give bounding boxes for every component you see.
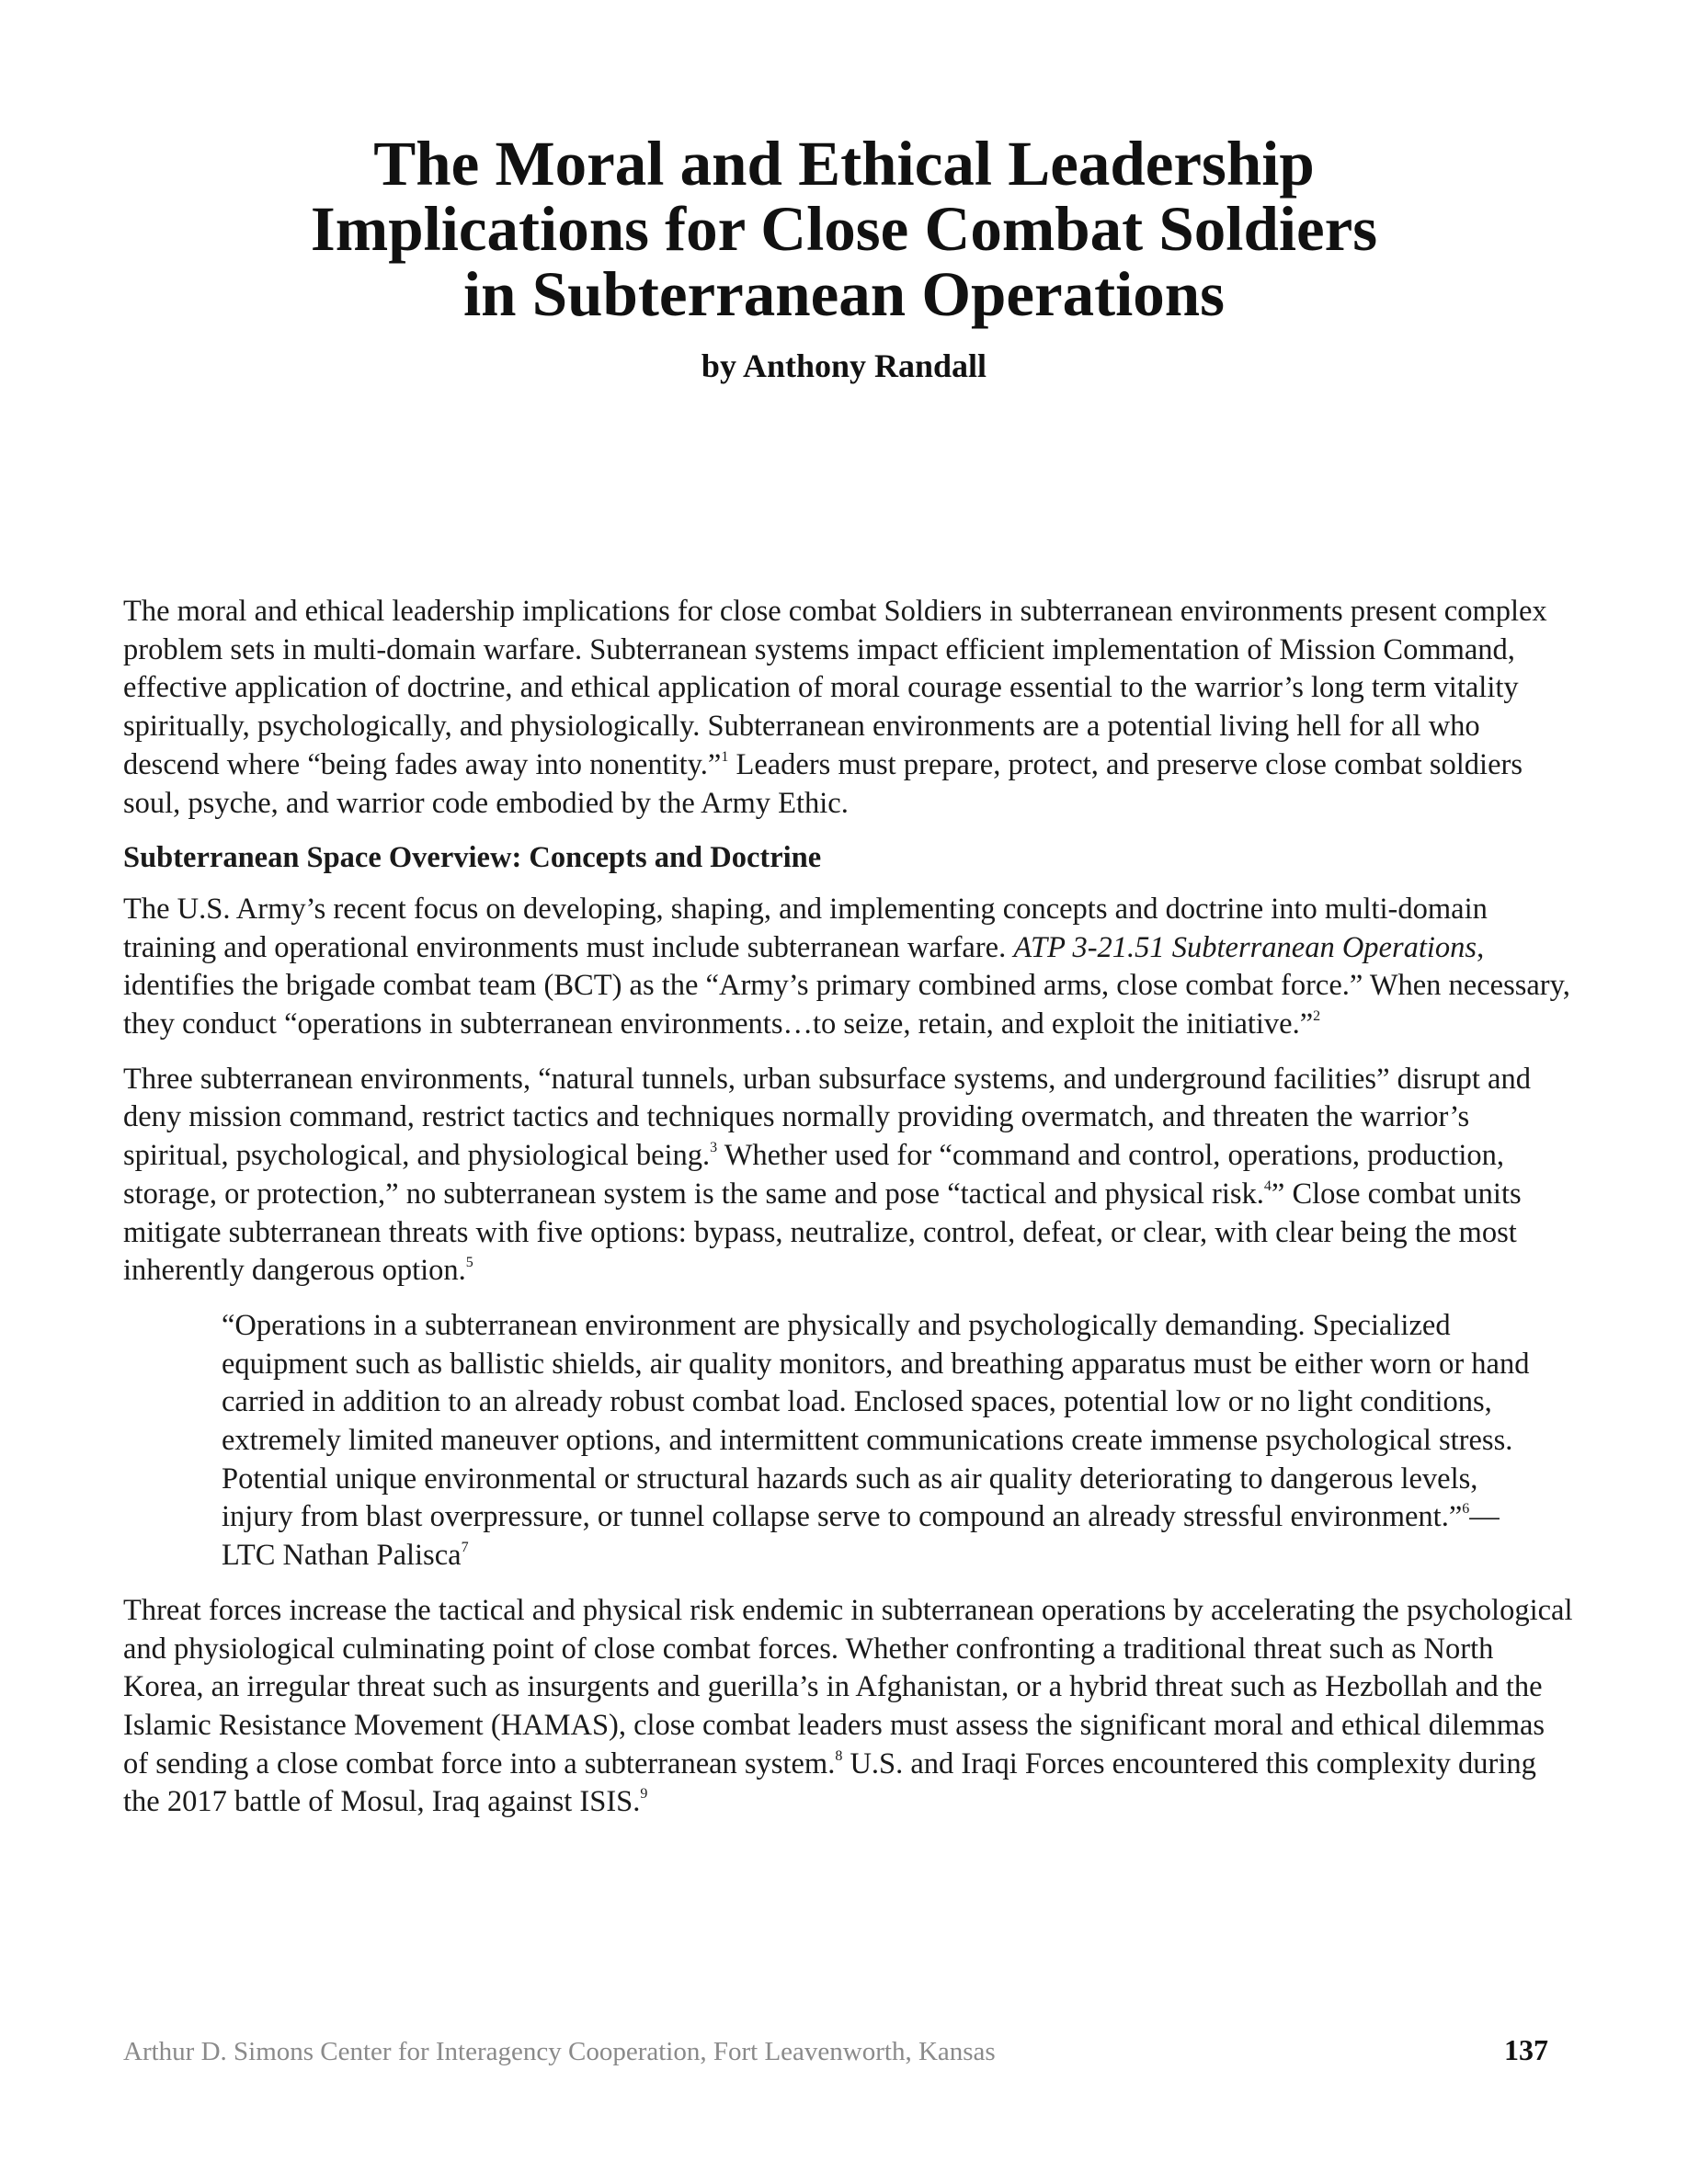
article-header — [0, 131, 1688, 385]
article-title-line-3: in Subterranean Operations — [462, 259, 1226, 329]
endnote-ref-9: 9 — [640, 1786, 648, 1803]
threat-paragraph — [123, 1592, 1576, 1822]
doctrine-text-a: The U.S. Army’s recent focus on developing, shaping, and implementing concepts and doctrine into multi-domain training and operational environments must include subterranean warfare. — [123, 892, 1488, 964]
section-heading: Subterranean Space Overview: Concepts and Doctrine — [123, 841, 822, 875]
intro-text-a: The moral and ethical leadership implications for close combat Soldiers in subterranean environments present complex problem sets in multi-domain warfare. Subterranean systems impact efficient implementation of Mission Command, effective application of doctrine, and ethical application of moral courage essential to the warrior’s long term vitality spiritually, psychologically, and physiologically. Subterranean environments are a potential living hell for all who descend where “being fades away into nonentity.” — [123, 595, 1547, 781]
article-body — [123, 593, 1576, 1838]
environments-text-b: Whether used for “command and control, operations, production, storage, or protection,” no subterranean system is the same and pose “tactical and physical risk. — [123, 1139, 1505, 1211]
author-byline: by Anthony Randall — [701, 347, 987, 384]
endnote-ref-6: 6 — [1462, 1501, 1470, 1518]
endnote-ref-2: 2 — [1313, 1008, 1321, 1025]
environments-text-a: Three subterranean environments, “natural tunnels, urban subsurface systems, and underground facilities” disrupt and deny mission command, restrict tactics and techniques normally providing overmatch, and threaten the warrior’s spiritual, psychological, and physiological being. — [123, 1062, 1531, 1173]
intro-text-b: Leaders must prepare, protect, and preserve close combat soldiers soul, psyche, and warrior code embodied by the Army Ethic. — [123, 747, 1523, 820]
environments-text-c: ” Close combat units mitigate subterranean threats with five options: bypass, neutralize, control, defeat, or clear, with clear being the most inherently dangerous option. — [123, 1177, 1522, 1288]
endnote-ref-4: 4 — [1263, 1177, 1272, 1194]
quote-text: “Operations in a subterranean environment are physically and psychologically demanding. Specialized equipment such as ballistic shields, air quality monitors, and breathing apparatus must be either worn or hand carried in addition to an already robust combat load. Enclosed spaces, potential low or no light conditions, extremely limited maneuver options, and intermittent communications create immense psychological stress. Potential unique environmental or structural hazards such as air quality deteriorating to dangerous levels, injury from blast overpressure, or tunnel collapse serve to compound an already stressful environment.” — [222, 1308, 1530, 1534]
endnote-ref-7: 7 — [461, 1540, 469, 1556]
environments-paragraph — [123, 1061, 1576, 1291]
article-title-line-1: The Moral and Ethical Leadership — [373, 129, 1315, 199]
quote-attribution: —LTC Nathan Palisca — [222, 1500, 1500, 1573]
doctrine-text-b: , identifies the brigade combat team (BCT) as the “Army’s primary combined arms, close combat force.” When necessary, they conduct “operations in subterranean environments…to seize, retain, and exploit the initiative.” — [123, 930, 1570, 1041]
article-title-line-2: Implications for Close Combat Soldiers — [310, 194, 1378, 264]
endnote-ref-3: 3 — [710, 1140, 718, 1156]
intro-paragraph — [123, 593, 1576, 823]
doctrine-paragraph — [123, 891, 1576, 1044]
publication-title: ATP 3-21.51 Subterranean Operations — [1013, 930, 1477, 964]
endnote-ref-1: 1 — [721, 748, 729, 765]
page-number: 137 — [1504, 2033, 1548, 2066]
endnote-ref-8: 8 — [835, 1747, 843, 1764]
footer-publisher: Arthur D. Simons Center for Interagency Cooperation, Fort Leavenworth, Kansas — [123, 2037, 996, 2066]
threat-text-a: Threat forces increase the tactical and physical risk endemic in subterranean operations by accelerating the psychological and physiological culminating point of close combat forces. Whether confronting a traditional threat such as North Korea, an irregular threat such as insurgents and guerilla’s in Afghanistan, or a hybrid threat such as Hezbollah and the Islamic Resistance Movement (HAMAS), close combat leaders must assess the significant moral and ethical dilemmas of sending a close combat force into a subterranean system. — [123, 1593, 1573, 1780]
threat-text-b: U.S. and Iraqi Forces encountered this complexity during the 2017 battle of Mosul, Iraq against ISIS. — [123, 1746, 1536, 1819]
block-quote — [222, 1307, 1545, 1575]
endnote-ref-5: 5 — [465, 1255, 473, 1271]
